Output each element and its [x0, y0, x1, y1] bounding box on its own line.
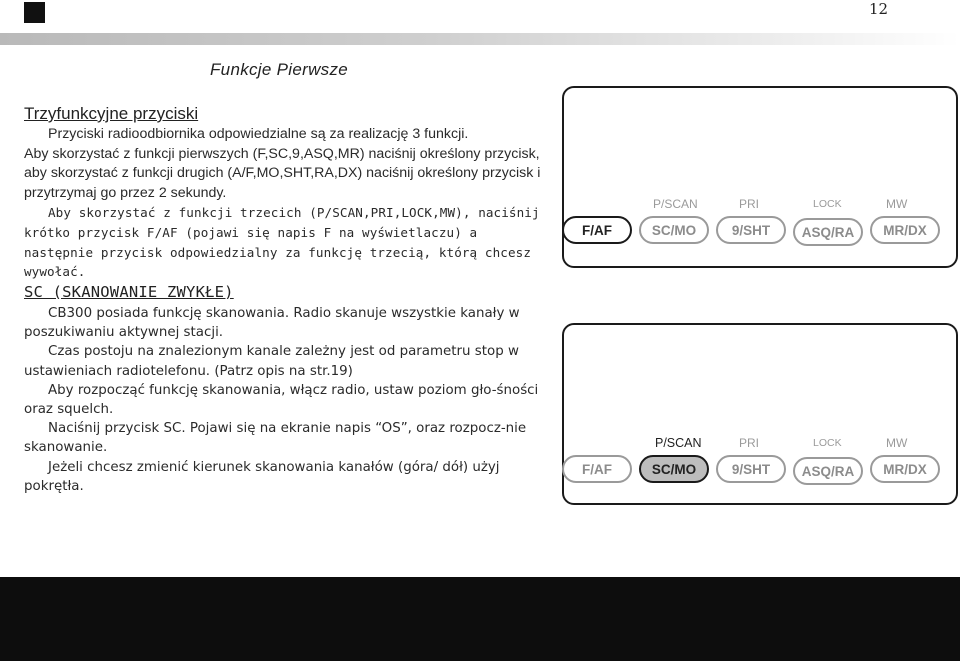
nine-sht-button[interactable]: 9/SHT [716, 455, 786, 483]
label-pscan: P/SCAN [653, 197, 698, 211]
paragraph: Aby skorzystać z funkcji pierwszych (F,SC,9,ASQ,MR) naciśnij określony przycisk, aby skorzystać z funkcji drugich (A/F,MO,SHT,RA,DX) naciśnij określony przycisk i przytrzymaj go przez 2 sekundy. [24, 145, 541, 201]
label-lock: LOCK [813, 437, 842, 449]
sc-mo-button[interactable]: SC/MO [639, 455, 709, 483]
page-number: 12 [869, 0, 889, 18]
paragraph: Przyciski radioodbiornika odpowiedzialne są za realizację 3 funkcji. [48, 126, 469, 142]
chapter-title: Funkcje Pierwsze [210, 60, 349, 79]
paragraph: CB300 posiada funkcję skanowania. Radio skanuje wszystkie kanały w poszukiwaniu aktywnej stacji. [24, 306, 520, 341]
label-pri: PRI [739, 436, 760, 450]
section-body-three-function-buttons [24, 125, 544, 282]
f-af-button[interactable]: F/AF [562, 216, 632, 244]
paragraph: Naciśnij przycisk SC. Pojawi się na ekranie napis “OS”, oraz rozpocz-nie skanowanie. [24, 421, 527, 456]
section-body-scan [24, 304, 544, 496]
asq-ra-button[interactable]: ASQ/RA [793, 218, 863, 246]
label-pri: PRI [739, 197, 760, 211]
paragraph: Aby rozpocząć funkcję skanowania, włącz radio, ustaw poziom gło-śności oraz squelch. [24, 382, 539, 418]
header-gradient-bar [0, 33, 960, 45]
label-pscan: P/SCAN [655, 436, 702, 450]
corner-marker [24, 2, 45, 23]
mr-dx-button[interactable]: MR/DX [870, 455, 940, 483]
footer-black-bar [0, 577, 960, 661]
sc-mo-button[interactable]: SC/MO [639, 216, 709, 244]
radio-panel-diagram-2 [562, 323, 958, 505]
section-heading-three-function-buttons: Trzyfunkcyjne przyciski [24, 104, 199, 123]
section-heading-scan: SC (SKANOWANIE ZWYKŁE) [24, 283, 234, 301]
paragraph: Aby skorzystać z funkcji trzecich (P/SCAN,PRI,LOCK,MW), naciśnij krótko przycisk F/AF (pojawi się napis F na wyświetlaczu) a następnie przycisk odpowiedzialny za funkcję trzecią, którą chcesz wywołać. [24, 205, 540, 280]
mr-dx-button[interactable]: MR/DX [870, 216, 940, 244]
paragraph: Jeżeli chcesz zmienić kierunek skanowania kanałów (góra/ dół) użyj pokrętła. [24, 459, 500, 494]
f-af-button[interactable]: F/AF [562, 455, 632, 483]
radio-panel-diagram-1 [562, 86, 958, 268]
paragraph: Czas postoju na znalezionym kanale zależny jest od parametru stop w ustawieniach radiotelefonu. (Patrz opis na str.19) [24, 344, 519, 379]
label-mw: MW [886, 197, 908, 211]
label-mw: MW [886, 436, 908, 450]
label-lock: LOCK [813, 198, 842, 210]
nine-sht-button[interactable]: 9/SHT [716, 216, 786, 244]
asq-ra-button[interactable]: ASQ/RA [793, 457, 863, 485]
